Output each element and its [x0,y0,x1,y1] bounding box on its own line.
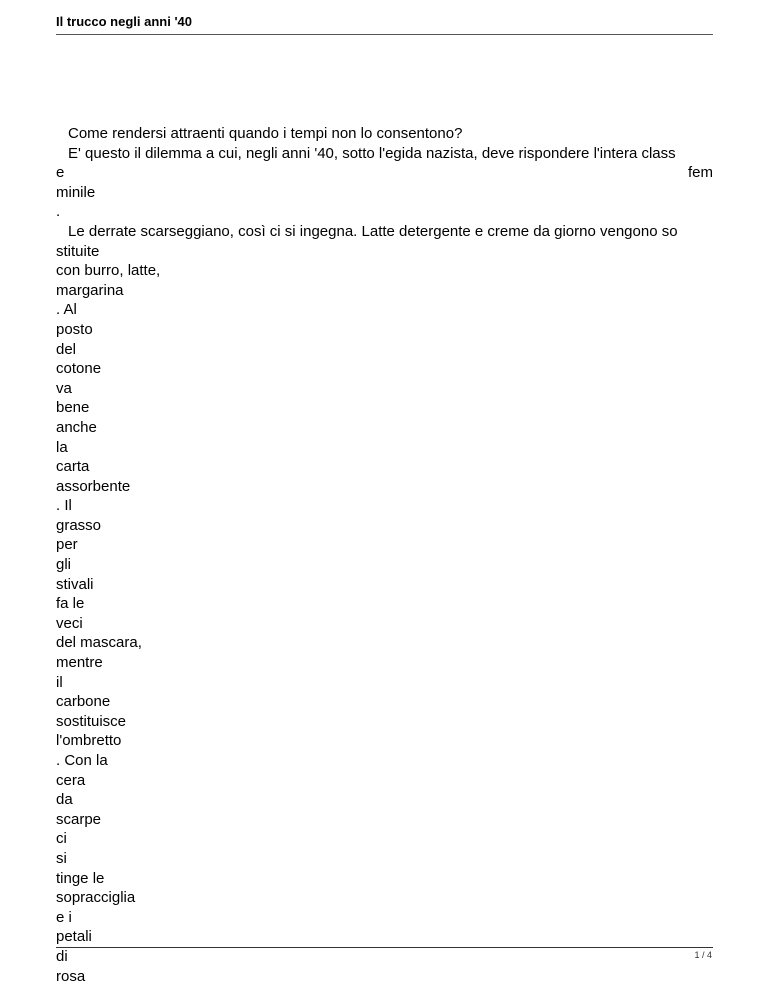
word-line: . Il [56,497,72,515]
paragraph-line: . [56,203,61,221]
word-line: carta [56,458,90,476]
word-line: petali [56,928,92,946]
word-line: assorbente [56,477,131,495]
word-line: e i [56,908,72,926]
word-line: mentre [56,654,103,672]
word-line: carbone [56,693,111,711]
footer-divider [56,947,713,948]
line-end: fem [687,164,713,182]
word-line: di [56,947,68,965]
word-line: del [56,340,77,358]
article-body [56,124,713,986]
word-line: sopracciglia [56,889,136,907]
paragraph-line: Come rendersi attraenti quando i tempi non lo consentono? [68,125,463,142]
word-line: . Al [56,301,77,319]
word-line: rosa [56,967,86,985]
line-start: e [56,164,65,182]
word-line: il [56,673,63,691]
word-line: bene [56,399,90,417]
word-line: per [56,536,78,554]
word-line: da [56,791,73,809]
word-line: va [56,379,72,397]
word-line: stituite [56,242,100,260]
word-line: cotone [56,360,102,378]
word-line: veci [56,614,83,632]
paragraph-line: minile [56,183,96,201]
word-line: anche [56,418,97,436]
word-line: grasso [56,516,102,534]
word-line: fa le [56,595,85,613]
page-title: Il trucco negli anni '40 [56,14,193,29]
header-divider [56,34,713,35]
word-line: gli [56,556,72,574]
paragraph-line: E' questo il dilemma a cui, negli anni '40, sotto l'egida nazista, deve rispondere l'intera class [68,144,676,162]
word-line: scarpe [56,810,102,828]
word-line: la [56,438,68,456]
word-line: stivali [56,575,94,593]
word-line: con burro, latte, [56,262,161,280]
word-line: del mascara, [56,634,142,652]
word-line: l'ombretto [56,732,122,750]
word-line: margarina [56,281,124,299]
word-line: posto [56,320,93,338]
word-line: si [56,849,67,867]
word-column [56,242,713,987]
word-line: ci [56,830,67,848]
justified-line [56,163,713,183]
word-line: sostituisce [56,712,127,730]
word-line: . Con la [56,752,108,769]
paragraph-line: Le derrate scarseggiano, così ci si ingegna. Latte detergente e creme da giorno vengono so [68,222,678,240]
page-number: 1 / 4 [694,950,712,960]
word-line: tinge le [56,869,105,887]
word-line: cera [56,771,86,789]
